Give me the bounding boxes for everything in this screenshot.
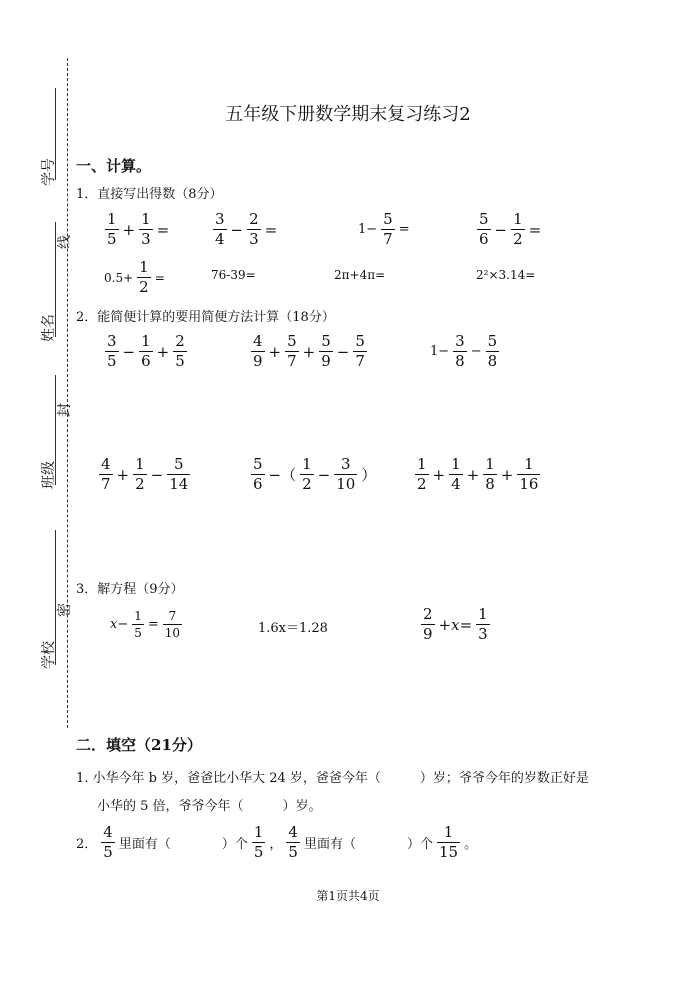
q3-prompt: 3．解方程（9分） (76, 582, 184, 597)
q2-item-f: $\frac{1}{2}$ + $\frac{1}{4}$ + $\frac{1}{8}$ + $\frac{1}{16}$ (417, 455, 539, 493)
page-title: 五年级下册数学期末复习练习2 (225, 104, 471, 125)
q2-item-a: $\frac{3}{5}$ − $\frac{1}{6}$ + $\frac{2}{5}$ (107, 332, 185, 370)
q1-item-a: $\frac{1}{5}$ + $\frac{1}{3}$ = (107, 210, 170, 248)
q3-item-a: x− $\frac{1}{5}$ = $\frac{7}{10}$ (110, 609, 181, 640)
label-school: 学校 (41, 641, 57, 669)
q2-item-b: $\frac{4}{9}$ + $\frac{5}{7}$ + $\frac{5}{9}$ − $\frac{5}{7}$ (253, 332, 365, 370)
label-line: 线 (57, 235, 73, 249)
q2-item-d: $\frac{4}{7}$ + $\frac{1}{2}$ − $\frac{5}{14}$ (101, 455, 189, 493)
label-student-no: 学号 (41, 158, 57, 186)
q1-item-h: 2²×3.14= (476, 268, 536, 282)
q3-item-b: 1.6x＝1.28 (258, 621, 328, 636)
q1-item-e: 0.5+ $\frac{1}{2}$ = (104, 258, 165, 296)
q1-prompt: 1．直接写出得数（8分） (76, 187, 223, 202)
fill-q1-line1: 1. 小华今年 b 岁，爸爸比小华大 24 岁，爸爸今年（ ）岁；爷爷今年的岁数正好是 (76, 771, 589, 786)
label-name: 姓名 (41, 314, 57, 342)
q2-prompt: 2．能简便计算的要用简便方法计算（18分） (76, 310, 335, 325)
page-footer: 第1页共4页 (316, 889, 380, 903)
q2-item-c: 1− $\frac{3}{8}$ − $\frac{5}{8}$ (430, 332, 498, 370)
fill-q1-line2: 小华的 5 倍，爷爷今年（ ）岁。 (97, 799, 322, 814)
q1-item-d: $\frac{5}{6}$ − $\frac{1}{2}$ = (479, 210, 542, 248)
label-seal: 封 (57, 403, 73, 417)
section2-heading: 二．填空（21分） (76, 736, 202, 754)
q1-item-f: 76-39= (211, 268, 256, 282)
q1-item-c: 1− $\frac{5}{7}$ = (358, 210, 410, 248)
q3-item-c: $\frac{2}{9}$ +x= $\frac{1}{3}$ (423, 605, 488, 643)
fill-q2: 2． $\frac{4}{5}$ 里面有（ ）个 $\frac{1}{5}$ ， $\frac{4}{5}$ 里面有（ ）个 $\frac{1}{15}$ 。 (76, 823, 478, 861)
label-class: 班级 (41, 461, 57, 489)
q1-item-g: 2π+4π= (334, 268, 386, 282)
binding-dashed-line (67, 58, 68, 728)
q2-item-e: $\frac{5}{6}$ −（ $\frac{1}{2}$ − $\frac{3}{10}$ ） (253, 455, 377, 493)
label-secret: 密 (57, 603, 73, 617)
section1-heading: 一、计算。 (76, 157, 152, 175)
q1-item-b: $\frac{3}{4}$ − $\frac{2}{3}$ = (215, 210, 278, 248)
